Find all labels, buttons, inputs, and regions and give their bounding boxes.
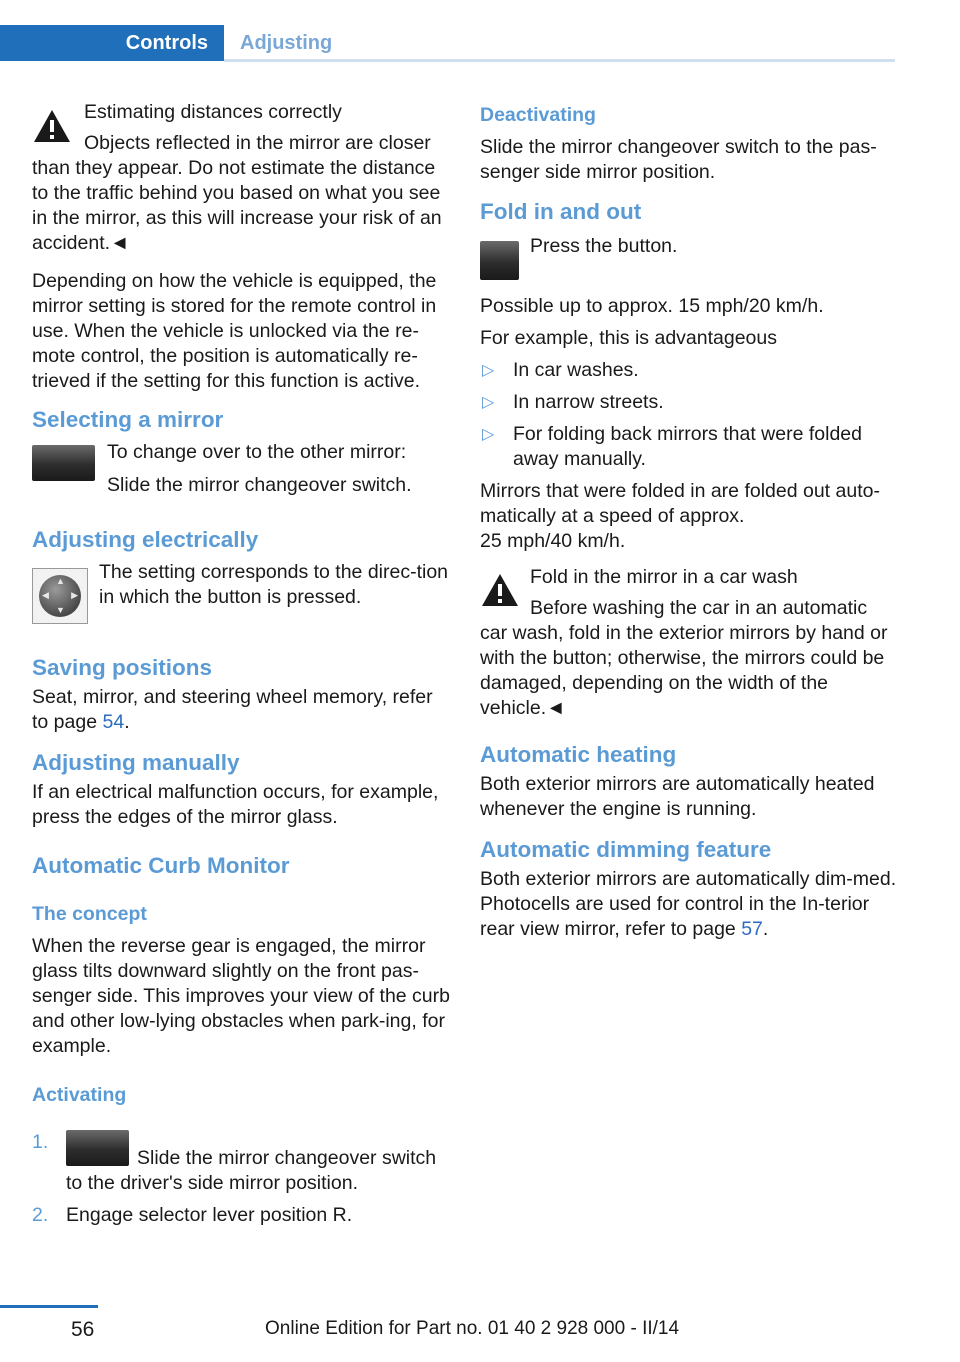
fold-press-text: Press the button. bbox=[530, 235, 678, 257]
page-link-57[interactable]: 57 bbox=[741, 918, 763, 940]
list-item-text: In narrow streets. bbox=[513, 391, 664, 413]
step-2 bbox=[32, 1203, 450, 1228]
tab-controls[interactable] bbox=[0, 25, 224, 61]
fold-example-text: For example, this is advantageous bbox=[480, 327, 777, 349]
mirror-switch-icon bbox=[32, 445, 95, 481]
tab-controls-label: Controls bbox=[125, 31, 208, 54]
step-text: Engage selector lever position R. bbox=[66, 1204, 353, 1226]
saving-text bbox=[32, 685, 450, 735]
warning-distances bbox=[32, 100, 450, 256]
warning-text: than they appear. Do not estimate the distance to the traffic behind you based on what you see in the mirror, as this will increase your risk of an accident.◄ bbox=[32, 157, 442, 254]
page-number: 56 bbox=[71, 1318, 95, 1341]
warning-car-wash bbox=[480, 565, 898, 721]
warning-icon bbox=[480, 572, 520, 608]
warning-text: car wash, fold in the exterior mirrors by hand or with the button; otherwise, the mirrors could be damaged, depending on the width of the vehicle.◄ bbox=[480, 622, 888, 719]
heading-curb-monitor: Automatic Curb Monitor bbox=[32, 853, 290, 878]
heading-saving-positions: Saving positions bbox=[32, 655, 213, 680]
triangle-bullet-icon: ▷ bbox=[482, 426, 495, 443]
step-text: Slide the mirror changeover switch to the driver's side mirror position. bbox=[66, 1147, 437, 1194]
footer-accent-line bbox=[0, 1305, 98, 1308]
heading-selecting-mirror: Selecting a mirror bbox=[32, 407, 224, 432]
heating-text: Both exterior mirrors are automatically heated whenever the engine is running. bbox=[480, 773, 875, 820]
memory-paragraph: Depending on how the vehicle is equipped, the mirror setting is stored for the remote control in use. When the vehicle is unlocked via the re-mote control, the position is automatically re-trieved if the setting for this function is active. bbox=[32, 270, 437, 392]
heading-activating: Activating bbox=[32, 1084, 127, 1106]
fold-button-icon bbox=[480, 241, 519, 280]
header-divider bbox=[224, 59, 895, 62]
page-link-54[interactable]: 54 bbox=[102, 711, 125, 733]
list-item bbox=[480, 422, 898, 472]
tab-adjusting-label: Adjusting bbox=[240, 32, 333, 54]
warning-line-1: Objects reflected in the mirror are closer bbox=[84, 132, 431, 154]
mirror-switch-icon bbox=[66, 1130, 129, 1166]
electric-block bbox=[32, 560, 450, 642]
edition-text: Online Edition for Part no. 01 40 2 928 000 - II/14 bbox=[265, 1318, 680, 1339]
heading-adjusting-manually: Adjusting manually bbox=[32, 750, 240, 775]
list-item-text: For folding back mirrors that were folded away manually. bbox=[513, 423, 862, 470]
heading-automatic-heating: Automatic heating bbox=[480, 742, 677, 767]
warning-title: Estimating distances correctly bbox=[84, 101, 342, 123]
warning-line-1: Before washing the car in an automatic bbox=[530, 597, 868, 619]
selecting-block bbox=[32, 440, 450, 512]
selecting-text-1: To change over to the other mirror: bbox=[107, 441, 407, 463]
concept-text: When the reverse gear is engaged, the mirror glass tilts downward slightly on the front pas-senger side. This improves your view of the curb and other low-lying obstacles when park-ing, for example. bbox=[32, 935, 450, 1057]
mirror-adjust-button-icon: ▲ ▼ ◀ ▶ bbox=[32, 568, 88, 624]
dimming-text-end: . bbox=[762, 918, 769, 940]
heading-automatic-dimming: Automatic dimming feature bbox=[480, 837, 772, 862]
left-column bbox=[32, 100, 450, 1228]
warning-icon bbox=[32, 108, 72, 144]
heading-deactivating: Deactivating bbox=[480, 104, 596, 126]
heading-concept: The concept bbox=[32, 903, 147, 925]
list-item-text: In car washes. bbox=[513, 359, 639, 381]
manual-text: If an electrical malfunction occurs, for example, press the edges of the mirror glass. bbox=[32, 781, 439, 828]
heading-fold: Fold in and out bbox=[480, 199, 642, 224]
fold-speed-text: Possible up to approx. 15 mph/20 km/h. bbox=[480, 295, 824, 317]
dimming-text-body: Both exterior mirrors are automatically dim-med. Photocells are used for control in the In-terior rear view mirror, refer to page bbox=[480, 868, 897, 940]
triangle-bullet-icon: ▷ bbox=[482, 394, 495, 411]
page-header bbox=[0, 0, 895, 62]
fold-auto-text: Mirrors that were folded in are folded out auto-matically at a speed of approx. bbox=[480, 480, 880, 527]
heading-adjusting-electrically: Adjusting electrically bbox=[32, 527, 259, 552]
step-number: 2. bbox=[32, 1204, 49, 1226]
saving-text-body: Seat, mirror, and steering wheel memory, refer to page bbox=[32, 686, 433, 733]
saving-text-end: . bbox=[124, 711, 130, 733]
tab-adjusting[interactable] bbox=[240, 25, 332, 61]
step-number: 1. bbox=[32, 1131, 49, 1153]
electric-text: The setting corresponds to the direc-tion in which the button is pressed. bbox=[99, 561, 449, 608]
dimming-text bbox=[480, 867, 898, 942]
list-item bbox=[480, 390, 898, 415]
right-column bbox=[480, 100, 898, 942]
fold-block bbox=[480, 234, 898, 290]
fold-auto-speed: 25 mph/40 km/h. bbox=[480, 530, 626, 552]
deactivating-text: Slide the mirror changeover switch to the pas-senger side mirror position. bbox=[480, 136, 877, 183]
step-1 bbox=[32, 1130, 450, 1196]
list-item bbox=[480, 358, 898, 383]
selecting-text-2: Slide the mirror changeover switch. bbox=[107, 474, 412, 496]
warning-title: Fold in the mirror in a car wash bbox=[530, 566, 798, 588]
triangle-bullet-icon: ▷ bbox=[482, 362, 495, 379]
